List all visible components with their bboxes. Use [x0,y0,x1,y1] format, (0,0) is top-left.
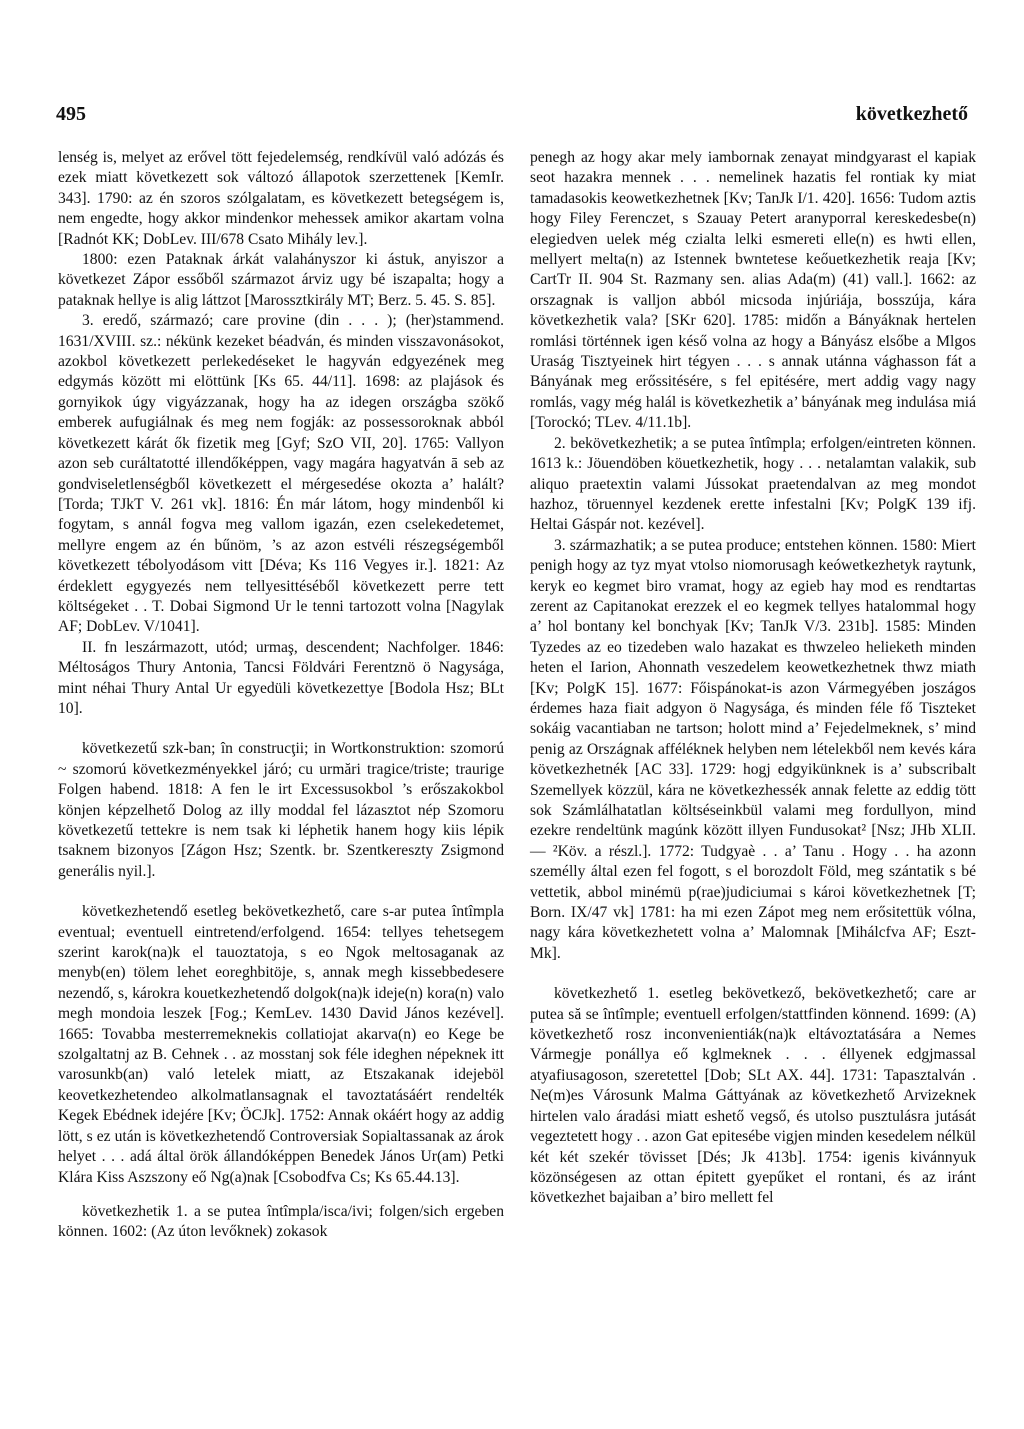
entry-paragraph: 3. származhatik; a se putea produce; entstehen können. 1580: Miert penigh hogy az tyz myat vtolso niomorusagh keówetkezhetyk raytunk, keryk eo kegmet biro vramat, hogy az egieb hay mod es rendtartas zerent az Capitanokat erezzek el eo kegmek tellyes hatalommal hogy a’ hol bontany kel bonchyak [Kv; TanJk V/3. 231b]. 1585: Minden Tyzedes az eo tizedeben walo hazakat es thwzeleo helieketh minden heten el Iarion, Ahonnath veszedelem keowetkezhetnek thwz miath [Kv; PolgK 15]. 1677: Főispánokat-is azon Vármegyében joszágos érdemes haza fiait adgyon ö Nagysága, és minden féle fő Tiszteket sokáig vacantiaban ne tartson; holott mind a’ Fejedelmeknek, s’ mind penig az Országnak afféléknek helyben nem lételekből nem kevés kára következhetnék [AC 33]. 1729: hogj edgyikünknek is a’ subscribalt Szemellyek közzül, kára ne következhessék annak felette az eddig tött sok Számlálhatatlan költséseinkbül valami meg fordullyon, mind ezekre rendeltünk magúnk között illyen Fundusokat² [Nsz; JHb XLII. — ²Köv. a részl.]. 1772: Tudgyaè . . a’ Tanu . Hogy . . ha azonn személly által ezen fel fogott, s el borozdolt Föld, meg szántatik s bé vettetik, abbol minémü p(rae)judiciumai s károi következhetnek [T; Born. IX/47 vk] 1781: ha mi ezen Zápot meg nem erősitettük vólna, nagy kára következhetett volna a’ Malomnak [Mihálcfva AF; Eszt-Mk]. [530,536,976,962]
entry-paragraph: II. fn leszármazott, utód; urmaş, descendent; Nachfolger. 1846: Méltoságos Thury Antonia, Tancsi Földvári Ferentznö ö Nagysága, mint néhai Thury Antal Ur egyedüli következettye [Bodola Hsz; BLt 10]. [58,638,504,717]
left-column [58,148,504,1243]
entry-paragraph: 3. eredő, származó; care provine (din . . . ); (her)stammend. 1631/XVIII. sz.: nékünk kezeket béadván, és minden visszavonásokot, azokbol következett perlekedéseket le hagyván edgyezének meg edgymás között mi elöttünk [Ks 65. 44/11]. 1698: az plajások és gornyikok úgy vigyázzanak, hogy ha az idegen országba szökő emberek aufugiálnak és meg nem fogják: az possessoroknak abból következett kárát ők fizetik meg [Gyf; SzO VII, 20]. 1765: Vallyon azon seb curáltatotté illendőképpen, vagy magára hagyatván ā seb az gondviseletlenségből következett el mérgesedése okozta a’ halált? [Torda; TJkT V. 261 vk]. 1816: Én már látom, hogy mindenből ki fogytam, s annál fogva meg vallom igazán, ezen cselekedetemet, mellyre engem az én bűnöm, ’s az azon estvéli részegségemből következett tébolyodásom vitt [Déva; Ks 116 Vegyes ir.]. 1821: Az érdeklett egygyezés nem tellyesittéséből következett perre tett költségeket . . T. Dobai Sigmond Ur le tenni tartozott volna [Nagylak AF; DobLev. V/1041]. [58,312,504,636]
guide-word: következhető [855,103,968,125]
page-header [56,103,968,129]
entry-headword-paragraph: következhető 1. esetleg bekövetkező, bekövetkezhető; care ar putea să se întîmple; eventuell erfolgen/stattfinden könnend. 1699: (A) következhető rosz inconvenientiák(na)k eltávoztatására a Nemes Vármegje ponállya eő kglmeknek . . . éllyenek edgjmassal atyafiusagoson, szeretettel [Dob; SLt AX. 44]. 1731: Tapasztalván . Ne(m)es Városunk Malma Gáttyának az következhető Arvizeknek hirtelen valo áradási miatt eshető vegső, és utolso pusztulásra jutását vegeztetett hogy . . azon Gat epitesébe vigjen minden kesedelem nélkül két két szekér tövisset [Dés; Jk 413b]. 1754: igenis kivánnyuk közönségesen az ottan épitett gyepűket el rontani, és az iránt következhet bajaiban a’ biro mellett fel [530,985,976,1207]
entry-paragraph: penegh az hogy akar mely iambornak zenayat mindgyarast el kapiak seot hazakra mennek . . . nemelinek hazatis fel rontiak ky miat tamadasokis keowetkezhetnek [Kv; TanJk I/1. 420]. 1656: Tudom aztis hogy Filey Ferenczet, s Szauay Petert aranyporral kereskedesbe(n) elegiedven uelek még czialta lelki esmereti elle(n) es hwti ellen, mellyert melta(n) az Istennek bwntetese keőuetkezhetik reaja [Kv; CartTr II. 904 St. Razmany sen. alias Ada(m) (41) vall.]. 1662: az orszagnak is valljon abból micsoda injúriája, bosszúja, kára következhetik vala? [SKr 620]. 1785: midőn a Bányáknak hertelen romlási történnek igen késő volna az hogy a Bányász elsőbe a Mlgos Uraság Tisztyeinek hirt tégyen . . . s annak utánna vághasson fát a Bányának meg erőssitésére, s fel epitésére, mert addig vagy nagy romlás, vagy még halál is következhetik a’ bányának meg indulása miá [Torockó; TLev. 4/11.1b]. [530,149,976,432]
entry-headword-paragraph: következetű szk-ban; în construcţii; in Wortkonstruktion: szomorú ~ szomorú következményekkel járó; cu urmări tragice/triste; traurige Folgen habend. 1818: A fen le irt Excessusokbol ’s erőszakokbol könjen képzelhető Dolog az illy moddal fel lázasztot nép Szomoru következetű tettekre is nem tsak ki léphetik hanem hogy kiis lépik tsaknem bizonyos [Zágon Hsz; Szentk. br. Szentkereszty Zsigmond generális nyil.]. [58,740,504,880]
entry-paragraph: 2. bekövetkezhetik; a se putea întîmpla; erfolgen/eintreten können. 1613 k.: Jöuendöben köuetkezhetik, hogy . . . netalamtan valakik, sub aliquo praetextin valami Jússokat praetendalvan az meg mondot hazhoz, töruennyel kezdenek erette infestalni [Kv; PolgK 139 ifj. Heltai Gáspár not. kezével]. [530,434,976,534]
entry-headword-paragraph: következhetik 1. a se putea întîmpla/isca/ivi; folgen/sich ergeben können. 1602: (Az úton levőknek) zokasok [58,1202,504,1241]
entry-paragraph: lenség is, melyet az erővel tött fejedelemség, rendkívül való adózás és ezek miatt következett sok változó állapotok szerzettenek [KemIr. 343]. 1790: az én szoros szólgalatam, es következett betegségem is, nem engedte, hogy akkor mindenkor mehessek amikor akartam volna [Radnót KK; DobLev. III/678 Csato Mihály lev.]. [58,149,504,248]
page-number: 495 [56,103,86,125]
right-column [530,148,976,1209]
entry-headword-paragraph: következhetendő esetleg bekövetkezhető, care s-ar putea întîmpla eventual; eventuell eintretend/erfolgend. 1654: tellyes tehetsegem szerint karok(na)k el tauoztatoja, s eo Ngok meltosaganak az menyb(en) tölem lehet eoreghbitöje, s, annak megh kissebbedesere nezendő, s, károkra kouetkezhetendő dolgok(na)k ideje(n) kora(n) valo megh mondoia leszek [Fog.; KemLev. 1430 David János kezével]. 1665: Tovabba mesterremeknekis collatiojat akarva(n) eo Kege be szolgaltatnj az B. Cehnek . . az mosstanj sok féle ideghen népeknek itt varosunkb(an) való letelek miatt, az Etszakanak idejeböl keovetkezhetendeo alkolmatlansagnak el tavoztatásáért rendelték Kegek Ebédnek idejére [Kv; ÖCJk]. 1752: Annak okáért hogy az addig lött, s ez után is következhetendő Controversiak Sopialtassanak az árok helyet . . . adá által örök állandóképpen Benedek János Ur(am) Petki Klára Kiss Aszszony eő Ng(a)nak [Csobodfva Cs; Ks 65.44.13]. [58,903,504,1186]
entry-paragraph: 1800: ezen Pataknak árkát valahányszor ki ástuk, anyiszor a következet Zápor essőből származot árviz ugy bé iszapalta; hogy a pataknak hellye is alig láttzot [Marossztkirály MT; Berz. 5. 45. S. 85]. [58,251,504,309]
